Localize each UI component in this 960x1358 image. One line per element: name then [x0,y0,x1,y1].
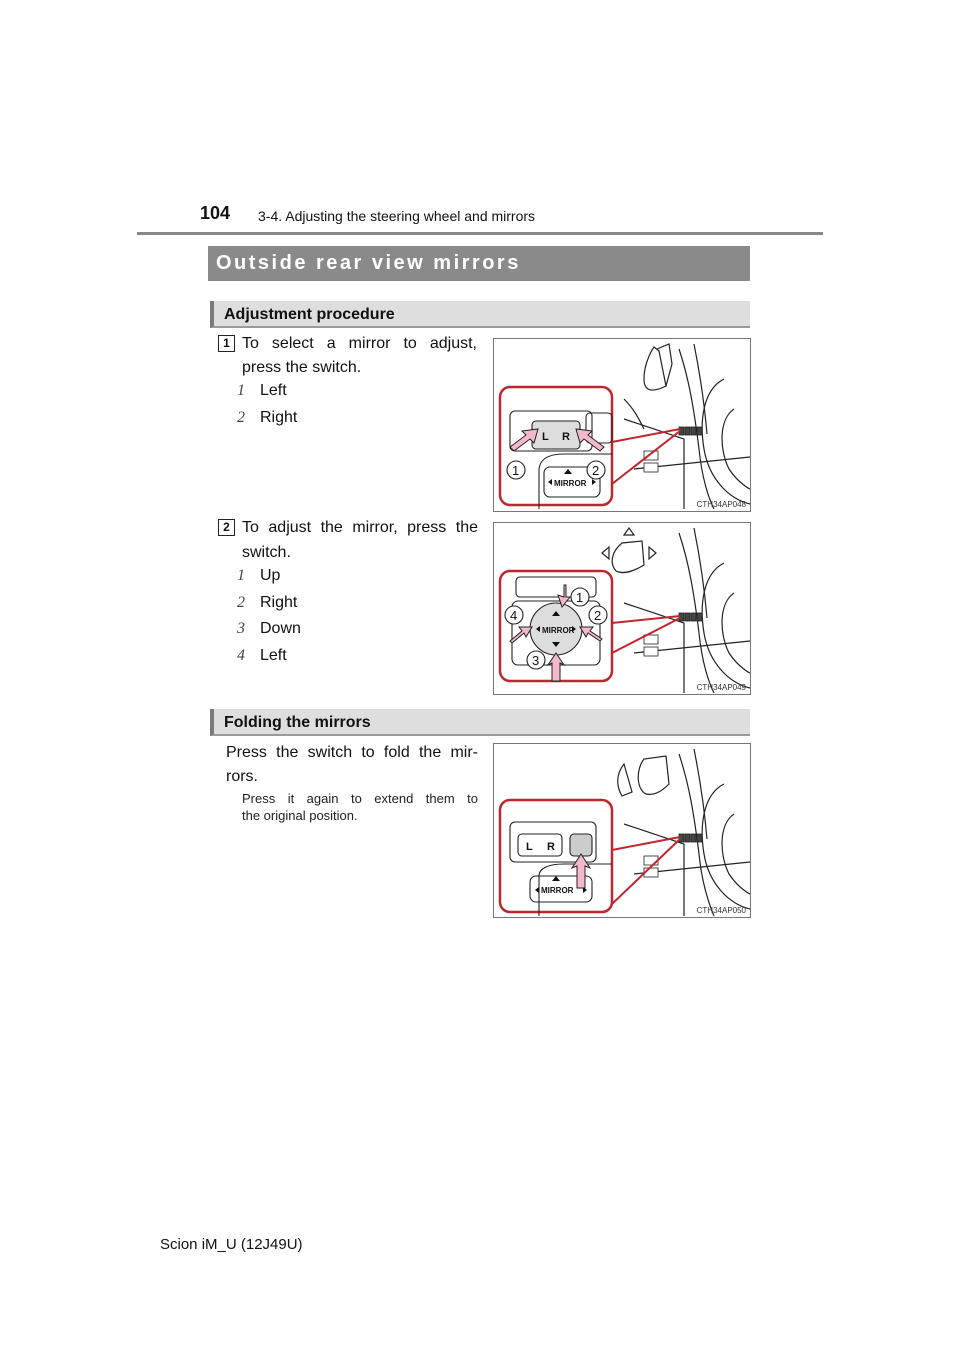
step-2-item-4-number: 4 [237,647,245,664]
callout-1: 1 [576,590,584,605]
step-2-badge: 2 [218,519,235,536]
callout-4: 4 [510,608,518,623]
step-2-item-3-number: 3 [237,620,245,637]
figure-code: CTH34AP048 [696,500,746,509]
switch-left-label: L [526,841,533,853]
step-2-item-2-number: 2 [237,594,245,611]
page-number: 104 [200,203,231,223]
folding-note-line2: the original position. [242,808,358,823]
step-1-item-1-number: 1 [237,382,245,399]
figure-mirror-fold [493,743,751,918]
chapter-title: 3-4. Adjusting the steering wheel and mirrors [258,208,536,224]
callout-2: 2 [594,608,602,623]
step-2-item-1-number: 1 [237,567,245,584]
step-2-item-3-label: Down [260,620,301,637]
mirror-label: MIRROR [541,886,574,895]
callout-3: 3 [532,653,540,668]
folding-text-line2: rors. [226,768,258,785]
mirror-label: MIRROR [554,479,587,488]
step-1-text-line1: To select a mirror to adjust, [242,335,477,352]
step-2-item-1-label: Up [260,567,281,584]
step-1-item-2-label: Right [260,409,298,426]
figure-code: CTH34AP050 [696,906,746,915]
figure-code: CTH34AP049 [696,683,746,692]
folding-text-line1: Press the switch to fold the mir- [226,744,478,761]
subheading-folding: Folding the mirrors [210,709,750,736]
section-title: Outside rear view mirrors [208,246,750,281]
callout-2: 2 [592,463,600,478]
mirror-select-illustration [494,339,750,511]
step-2-text-line2: switch. [242,544,291,561]
step-1-item-1-label: Left [260,382,287,399]
mirror-adjust-illustration [494,523,750,694]
mirror-fold-illustration [494,744,750,917]
switch-right-label: R [562,431,570,443]
switch-right-label: R [547,841,555,853]
header-rule [137,232,823,235]
step-1-badge: 1 [218,335,235,352]
step-1-text-line2: press the switch. [242,359,362,376]
step-1-item-2-number: 2 [237,409,245,426]
figure-mirror-adjust [493,522,751,695]
step-2-text-line1: To adjust the mirror, press the [242,519,478,536]
footer-model: Scion iM_U (12J49U) [160,1236,303,1253]
step-2-item-4-label: Left [260,647,287,664]
mirror-label: MIRROR [542,626,575,635]
step-2-item-2-label: Right [260,594,298,611]
callout-1: 1 [512,463,520,478]
switch-left-label: L [542,431,549,443]
figure-mirror-select [493,338,751,512]
folding-note-line1: Press it again to extend them to [242,791,478,806]
subheading-adjustment: Adjustment procedure [210,301,750,328]
